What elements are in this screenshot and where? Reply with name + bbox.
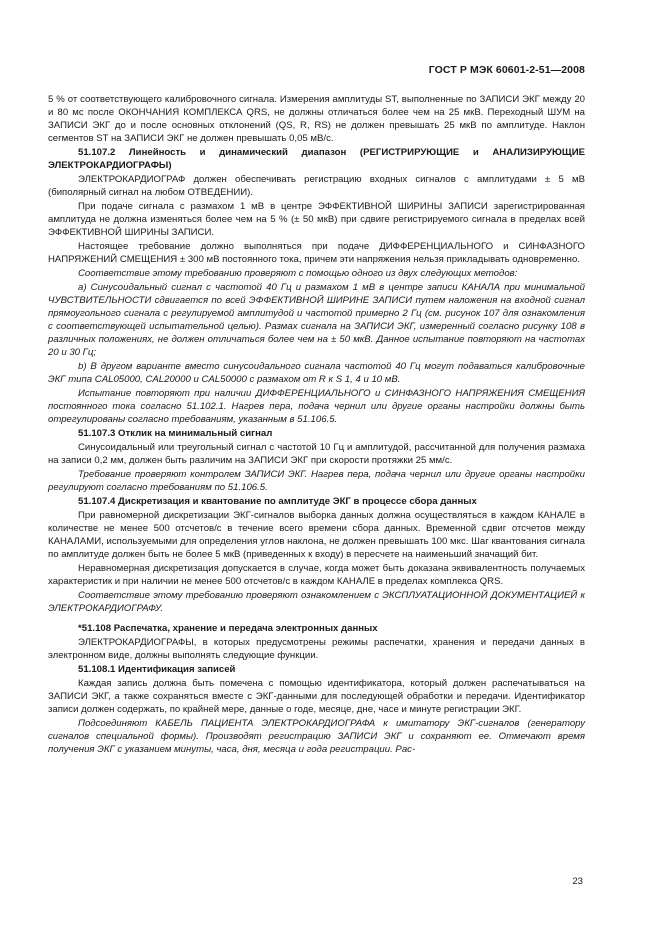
paragraph: 5 % от соответствующего калибровочного сигнала. Измерения амплитуды ST, выполненные по ЗАПИСИ ЭКГ между 20 и 80 мс после ОКОНЧАНИЯ КОМПЛЕКСА QRS, не должны отличаться более чем на 25 мкВ. Переходный ШУМ на ЗАПИСИ ЭКГ до и после основных отклонений (QS, R, RS) не должен превышать 25 мкВ по амплитуде. Наклон сегментов ST на ЗАПИСИ ЭКГ не должен превышать 0,05 мВ/с. (48, 94, 585, 144)
page-number: 23 (572, 876, 583, 887)
paragraph: Настоящее требование должно выполняться при подаче ДИФФЕРЕНЦИАЛЬНОГО и СИНФАЗНОГО НАПРЯЖЕНИЙ СМЕЩЕНИЯ ± 300 мВ постоянного тока, причем эти напряжения нельзя прикладывать одновременно. (48, 241, 585, 265)
paragraph: а) Синусоидальный сигнал с частотой 40 Гц и размахом 1 мВ в центре записи КАНАЛА при минимальной ЧУВСТВИТЕЛЬНОСТИ сдвигается по всей ЭФФЕКТИВНОЙ ШИРИНЕ ЗАПИСИ путем наложения на входной сигнал прямоугольного сигнала с регулируемой амплитудой и частотой примерно 2 Гц (см. рисунок 107 для ознакомления с соответствующей испытательной целью). Размах сигнала на ЗАПИСИ ЭКГ, измеренный согласно рисунку 108 в различных положениях, не должен отличаться более чем на ± 50 мкВ. Данное испытание повторяют на частотах 20 и 30 Гц; (48, 282, 585, 358)
paragraph: Подсоединяют КАБЕЛЬ ПАЦИЕНТА ЭЛЕКТРОКАРДИОГРАФА к имитатору ЭКГ-сигналов (генератору сигналов специальной формы). Производят регистрацию ЗАПИСИ ЭКГ и сохраняют ее. Отмечают время получения ЭКГ с указанием минуты, часа, дня, месяца и года регистрации. Рас- (48, 718, 585, 755)
paragraph: Синусоидальный или треугольный сигнал с частотой 10 Гц и амплитудой, рассчитанной для получения размаха на записи 0,2 мм, должен быть различим на ЗАПИСИ ЭКГ при скорости протяжки 25 мм/с. (48, 442, 585, 466)
paragraph: Соответствие этому требованию проверяют ознакомлением с ЭКСПЛУАТАЦИОННОЙ ДОКУМЕНТАЦИЕЙ к ЭЛЕКТРОКАРДИОГРАФУ. (48, 590, 585, 614)
paragraph: b) В другом варианте вместо синусоидального сигнала частотой 40 Гц могут подаваться калибровочные ЭКГ типа CAL05000, CAL20000 и CAL50000 с размахом от R к S 1, 4 и 10 мВ. (48, 361, 585, 385)
paragraph: ЭЛЕКТРОКАРДИОГРАФЫ, в которых предусмотрены режимы распечатки, хранения и передачи данных в электронном виде, должны выполнять следующие функции. (48, 637, 585, 661)
document-header: ГОСТ Р МЭК 60601-2-51—2008 (428, 64, 585, 76)
paragraph: Соответствие этому требованию проверяют с помощью одного из двух следующих методов: (78, 268, 518, 279)
paragraph: Неравномерная дискретизация допускается в случае, когда может быть доказана эквивалентность получаемых характеристик и при наличии не менее 500 отсчетов/с в каждом КАНАЛЕ в пределах комплекса QRS. (48, 563, 585, 587)
section-heading: 51.107.2 Линейность и динамический диапазон (РЕГИСТРИРУЮЩИЕ и АНАЛИЗИРУЮЩИЕ ЭЛЕКТРОКАРДИОГРАФЫ) (48, 147, 585, 171)
paragraph: Каждая запись должна быть помечена с помощью идентификатора, который должен распечатываться на ЗАПИСИ ЭКГ, а также сохраняться вместе с ЭКГ-данными для последующей обработки и передачи. Идентификатор записи должен содержать, по крайней мере, данные о годе, месяце, дне, часе и минуте регистрации ЭКГ. (48, 678, 585, 715)
document-body (48, 93, 585, 757)
paragraph: При подаче сигнала с размахом 1 мВ в центре ЭФФЕКТИВНОЙ ШИРИНЫ ЗАПИСИ зарегистрированная амплитуда не должна изменяться более чем на 5 % (± 50 мкВ) при сдвиге регистрируемого сигнала в пределах всей ЭФФЕКТИВНОЙ ШИРИНЫ ЗАПИСИ. (48, 201, 585, 238)
paragraph: Требование проверяют контролем ЗАПИСИ ЭКГ. Нагрев пера, подача чернил или другие органы настройки регулируют согласно требованиям по 51.106.5. (48, 469, 585, 493)
section-heading: *51.108 Распечатка, хранение и передача электронных данных (78, 623, 378, 634)
paragraph: ЭЛЕКТРОКАРДИОГРАФ должен обеспечивать регистрацию входных сигналов с амплитудами ± 5 мВ (биполярный сигнал на любом ОТВЕДЕНИИ). (48, 174, 585, 198)
section-heading: 51.107.4 Дискретизация и квантование по амплитуде ЭКГ в процессе сбора данных (78, 496, 477, 507)
paragraph: При равномерной дискретизации ЭКГ-сигналов выборка данных должна осуществляться в каждом КАНАЛЕ в количестве не менее 500 отсчетов/с в течение всего времени сбора данных. Временной сдвиг отсчетов между КАНАЛАМИ, используемыми для определения углов наклона, не должен превышать 100 мкс. Шаг квантования сигнала по амплитуде должен быть не более 5 мкВ (приведенных к входу) в пересчете на наименьший значащий бит. (48, 510, 585, 560)
section-heading: 51.107.3 Отклик на минимальный сигнал (78, 428, 273, 439)
paragraph: Испытание повторяют при наличии ДИФФЕРЕНЦИАЛЬНОГО и СИНФАЗНОГО НАПРЯЖЕНИЯ СМЕЩЕНИЯ постоянного тока согласно 51.102.1. Нагрев пера, подача чернил или другие органы настройки должны быть отрегулированы согласно требованиям, указанным в 51.106.5. (48, 388, 585, 425)
section-heading: 51.108.1 Идентификация записей (78, 664, 236, 675)
